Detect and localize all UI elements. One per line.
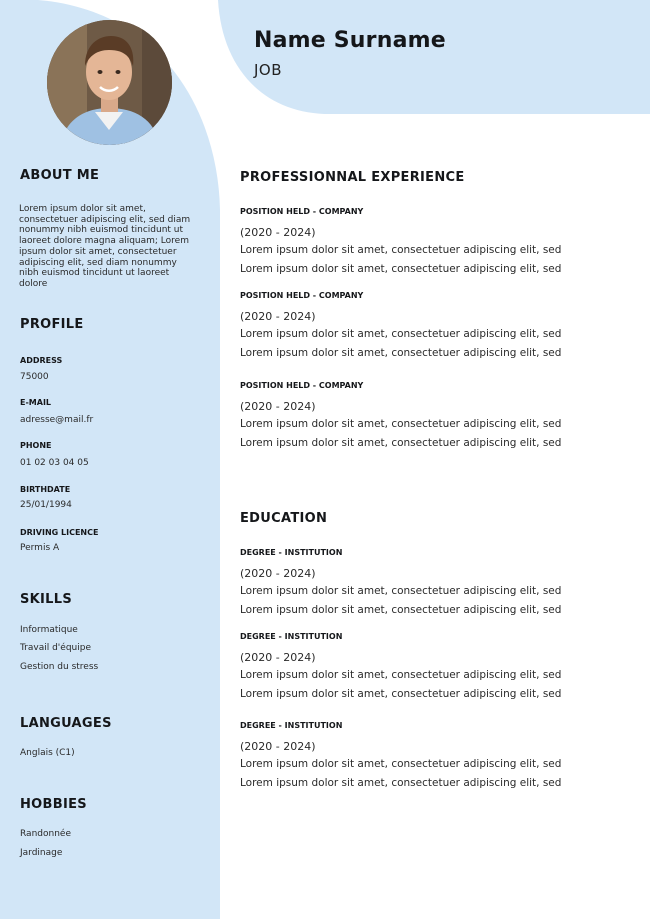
entry-heading: DEGREE - INSTITUTION bbox=[240, 548, 343, 557]
phone-value: 01 02 03 04 05 bbox=[20, 458, 89, 468]
entry-line: Lorem ipsum dolor sit amet, consectetuer adipiscing elit, sed bbox=[240, 418, 562, 430]
experience-entry bbox=[240, 381, 640, 453]
birthdate-label: BIRTHDATE bbox=[20, 485, 71, 494]
entry-dates: (2020 - 2024) bbox=[240, 400, 316, 413]
entry-heading: DEGREE - INSTITUTION bbox=[240, 721, 343, 730]
about-line: Lorem ipsum dolor sit amet, bbox=[19, 204, 146, 214]
about-line: consectetuer adipiscing elit, sed diam bbox=[19, 214, 191, 225]
hobby-item: Jardinage bbox=[20, 848, 63, 858]
education-entry bbox=[240, 721, 640, 793]
experience-title: PROFESSIONNAL EXPERIENCE bbox=[240, 170, 465, 185]
entry-heading: DEGREE - INSTITUTION bbox=[240, 632, 343, 641]
language-item: Anglais (C1) bbox=[20, 748, 75, 758]
profile-title: PROFILE bbox=[20, 317, 84, 332]
entry-dates: (2020 - 2024) bbox=[240, 651, 316, 664]
skills-title: SKILLS bbox=[20, 592, 73, 607]
job-title: JOB bbox=[254, 61, 283, 79]
entry-line: Lorem ipsum dolor sit amet, consectetuer adipiscing elit, sed bbox=[240, 244, 562, 256]
about-line: laoreet dolore magna aliquam; Lorem bbox=[19, 236, 189, 247]
profile-photo bbox=[47, 20, 172, 145]
about-line: ipsum dolor sit amet, consectetuer bbox=[19, 246, 177, 257]
header-background bbox=[218, 0, 650, 114]
address-label: ADDRESS bbox=[20, 356, 63, 365]
about-text bbox=[19, 204, 199, 290]
driving-licence-value: Permis A bbox=[20, 543, 60, 553]
entry-line: Lorem ipsum dolor sit amet, consectetuer adipiscing elit, sed bbox=[240, 758, 562, 770]
skill-item: Gestion du stress bbox=[20, 662, 99, 672]
entry-dates: (2020 - 2024) bbox=[240, 226, 316, 239]
hobbies-title: HOBBIES bbox=[20, 797, 87, 812]
driving-licence-label: DRIVING LICENCE bbox=[20, 528, 99, 537]
portrait-photo-icon bbox=[47, 20, 172, 145]
full-name: Name Surname bbox=[254, 28, 446, 53]
entry-dates: (2020 - 2024) bbox=[240, 567, 316, 580]
birthdate-value: 25/01/1994 bbox=[20, 500, 72, 510]
entry-line: Lorem ipsum dolor sit amet, consectetuer adipiscing elit, sed bbox=[240, 263, 562, 275]
hobby-item: Randonnée bbox=[20, 829, 71, 839]
entry-line: Lorem ipsum dolor sit amet, consectetuer adipiscing elit, sed bbox=[240, 328, 562, 340]
address-value: 75000 bbox=[20, 372, 49, 382]
languages-title: LANGUAGES bbox=[20, 716, 112, 731]
experience-entry bbox=[240, 207, 640, 279]
entry-heading: POSITION HELD - COMPANY bbox=[240, 381, 364, 390]
about-line: nibh euismod tincidunt ut laoreet bbox=[19, 268, 170, 279]
about-title: ABOUT ME bbox=[20, 168, 100, 183]
education-title: EDUCATION bbox=[240, 511, 328, 526]
entry-line: Lorem ipsum dolor sit amet, consectetuer adipiscing elit, sed bbox=[240, 604, 562, 616]
education-entry bbox=[240, 632, 640, 704]
email-label: E-MAIL bbox=[20, 398, 52, 407]
entry-dates: (2020 - 2024) bbox=[240, 740, 316, 753]
about-line: adipiscing elit, sed diam nonummy bbox=[19, 257, 177, 268]
entry-dates: (2020 - 2024) bbox=[240, 310, 316, 323]
entry-line: Lorem ipsum dolor sit amet, consectetuer adipiscing elit, sed bbox=[240, 347, 562, 359]
about-line: dolore bbox=[19, 278, 48, 289]
entry-heading: POSITION HELD - COMPANY bbox=[240, 291, 364, 300]
entry-heading: POSITION HELD - COMPANY bbox=[240, 207, 364, 216]
entry-line: Lorem ipsum dolor sit amet, consectetuer adipiscing elit, sed bbox=[240, 777, 562, 789]
education-entry bbox=[240, 548, 640, 620]
entry-line: Lorem ipsum dolor sit amet, consectetuer adipiscing elit, sed bbox=[240, 437, 562, 449]
entry-line: Lorem ipsum dolor sit amet, consectetuer adipiscing elit, sed bbox=[240, 669, 562, 681]
phone-label: PHONE bbox=[20, 441, 52, 450]
entry-line: Lorem ipsum dolor sit amet, consectetuer adipiscing elit, sed bbox=[240, 585, 562, 597]
about-line: nonummy nibh euismod tincidunt ut bbox=[19, 225, 184, 236]
email-value: adresse@mail.fr bbox=[20, 415, 94, 425]
entry-line: Lorem ipsum dolor sit amet, consectetuer adipiscing elit, sed bbox=[240, 688, 562, 700]
skill-item: Travail d'équipe bbox=[20, 643, 91, 653]
skill-item: Informatique bbox=[20, 625, 78, 635]
experience-entry bbox=[240, 291, 640, 363]
